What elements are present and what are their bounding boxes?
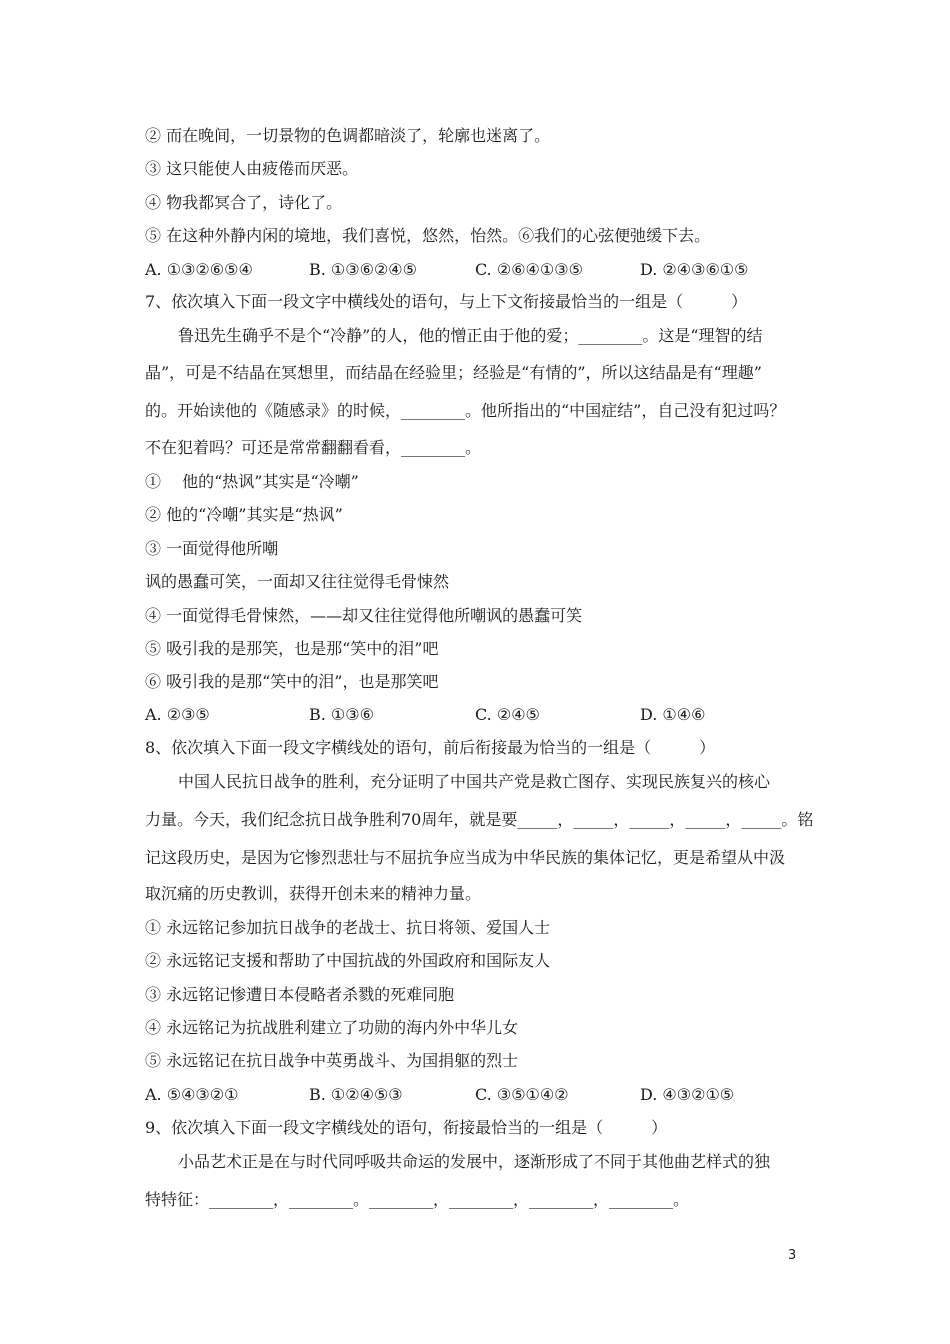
q7-choice-4: ④ 一面觉得毛骨悚然，——却又往往觉得他所嘲讽的愚蠢可笑 xyxy=(145,606,583,625)
q8-passage-line-4: 取沉痛的历史教训，获得开创未来的精神力量。 xyxy=(145,884,482,903)
q7-passage-line-3: 的。开始读他的《随感录》的时候，________。他所指出的“中国症结”，自己没有犯过吗？ xyxy=(145,401,786,420)
q7-choice-3b: 讽的愚蠢可笑，一面却又往往觉得毛骨悚然 xyxy=(145,572,450,591)
q7-passage-line-2: 晶”，可是不结晶在冥想里，而结晶在经验里；经验是“有情的”，所以这结晶是有“理趣” xyxy=(145,363,762,382)
q8-stem: 8、依次填入下面一段文字横线处的语句，前后衔接最为恰当的一组是（ ） xyxy=(145,738,716,757)
q8-option-c: C. ③⑤①④② xyxy=(475,1085,569,1104)
q8-choice-2: ② 永远铭记支援和帮助了中国抗战的外国政府和国际友人 xyxy=(145,951,551,970)
q8-option-a: A. ⑤④③②① xyxy=(145,1085,239,1104)
q6-sentence-2: ② 而在晚间，一切景物的色调都暗淡了，轮廓也迷离了。 xyxy=(145,126,551,145)
q6-sentence-4: ④ 物我都冥合了，诗化了。 xyxy=(145,193,343,212)
q9-stem: 9、依次填入下面一段文字横线处的语句，衔接最恰当的一组是（ ） xyxy=(145,1118,668,1137)
q6-option-a: A. ①③②⑥⑤④ xyxy=(145,260,253,279)
q7-option-a: A. ②③⑤ xyxy=(145,705,210,724)
q6-sentence-5: ⑤ 在这种外静内闲的境地，我们喜悦，悠然，怡然。⑥我们的心弦便弛缓下去。 xyxy=(145,226,711,245)
q7-passage-line-1: 鲁迅先生确乎不是个“冷静”的人，他的憎正由于他的爱；________。这是“理智的结 xyxy=(178,326,763,345)
q7-option-d: D. ①④⑥ xyxy=(640,705,706,724)
q8-passage-line-2: 力量。今天，我们纪念抗日战争胜利70周年，就是要_____，_____，_____，_____，_____。铭 xyxy=(145,810,814,829)
q8-option-d: D. ④③②①⑤ xyxy=(640,1085,735,1104)
q7-stem: 7、依次填入下面一段文字中横线处的语句，与上下文衔接最恰当的一组是（ ） xyxy=(145,292,748,311)
q7-choice-6: ⑥ 吸引我的是那“笑中的泪”，也是那笑吧 xyxy=(145,672,439,691)
q7-choice-2: ② 他的“冷嘲”其实是“热讽” xyxy=(145,505,343,524)
q8-choice-5: ⑤ 永远铭记在抗日战争中英勇战斗、为国捐躯的烈士 xyxy=(145,1051,519,1070)
q6-option-d: D. ②④③⑥①⑤ xyxy=(640,260,749,279)
q7-passage-line-4: 不在犯着吗？可还是常常翻翻看看，________。 xyxy=(145,438,482,457)
q7-choice-3a: ③ 一面觉得他所嘲 xyxy=(145,539,279,558)
q9-passage-line-2: 特特征：________，________。________，________，________，________。 xyxy=(145,1190,690,1209)
q6-sentence-3: ③ 这只能使人由疲倦而厌恶。 xyxy=(145,159,359,178)
q9-passage-line-1: 小品艺术正是在与时代同呼吸共命运的发展中，逐渐形成了不同于其他曲艺样式的独 xyxy=(178,1152,771,1171)
q7-choice-1: ① 他的“热讽”其实是“冷嘲” xyxy=(145,472,359,491)
q6-option-b: B. ①③⑥②④⑤ xyxy=(309,260,417,279)
q8-passage-line-1: 中国人民抗日战争的胜利，充分证明了中国共产党是救亡图存、实现民族复兴的核心 xyxy=(178,772,771,791)
q8-choice-3: ③ 永远铭记惨遭日本侵略者杀戮的死难同胞 xyxy=(145,985,455,1004)
q8-passage-line-3: 记这段历史，是因为它惨烈悲壮与不屈抗争应当成为中华民族的集体记忆，更是希望从中汲 xyxy=(145,848,786,867)
q7-choice-5: ⑤ 吸引我的是那笑，也是那“笑中的泪”吧 xyxy=(145,639,439,658)
q7-option-c: C. ②④⑤ xyxy=(475,705,540,724)
q8-choice-1: ① 永远铭记参加抗日战争的老战士、抗日将领、爱国人士 xyxy=(145,918,551,937)
q6-option-c: C. ②⑥④①③⑤ xyxy=(475,260,583,279)
q7-option-b: B. ①③⑥ xyxy=(309,705,374,724)
q8-option-b: B. ①②④⑤③ xyxy=(309,1085,403,1104)
page-number: 3 xyxy=(788,1248,797,1263)
q8-choice-4: ④ 永远铭记为抗战胜利建立了功勋的海内外中华儿女 xyxy=(145,1018,519,1037)
